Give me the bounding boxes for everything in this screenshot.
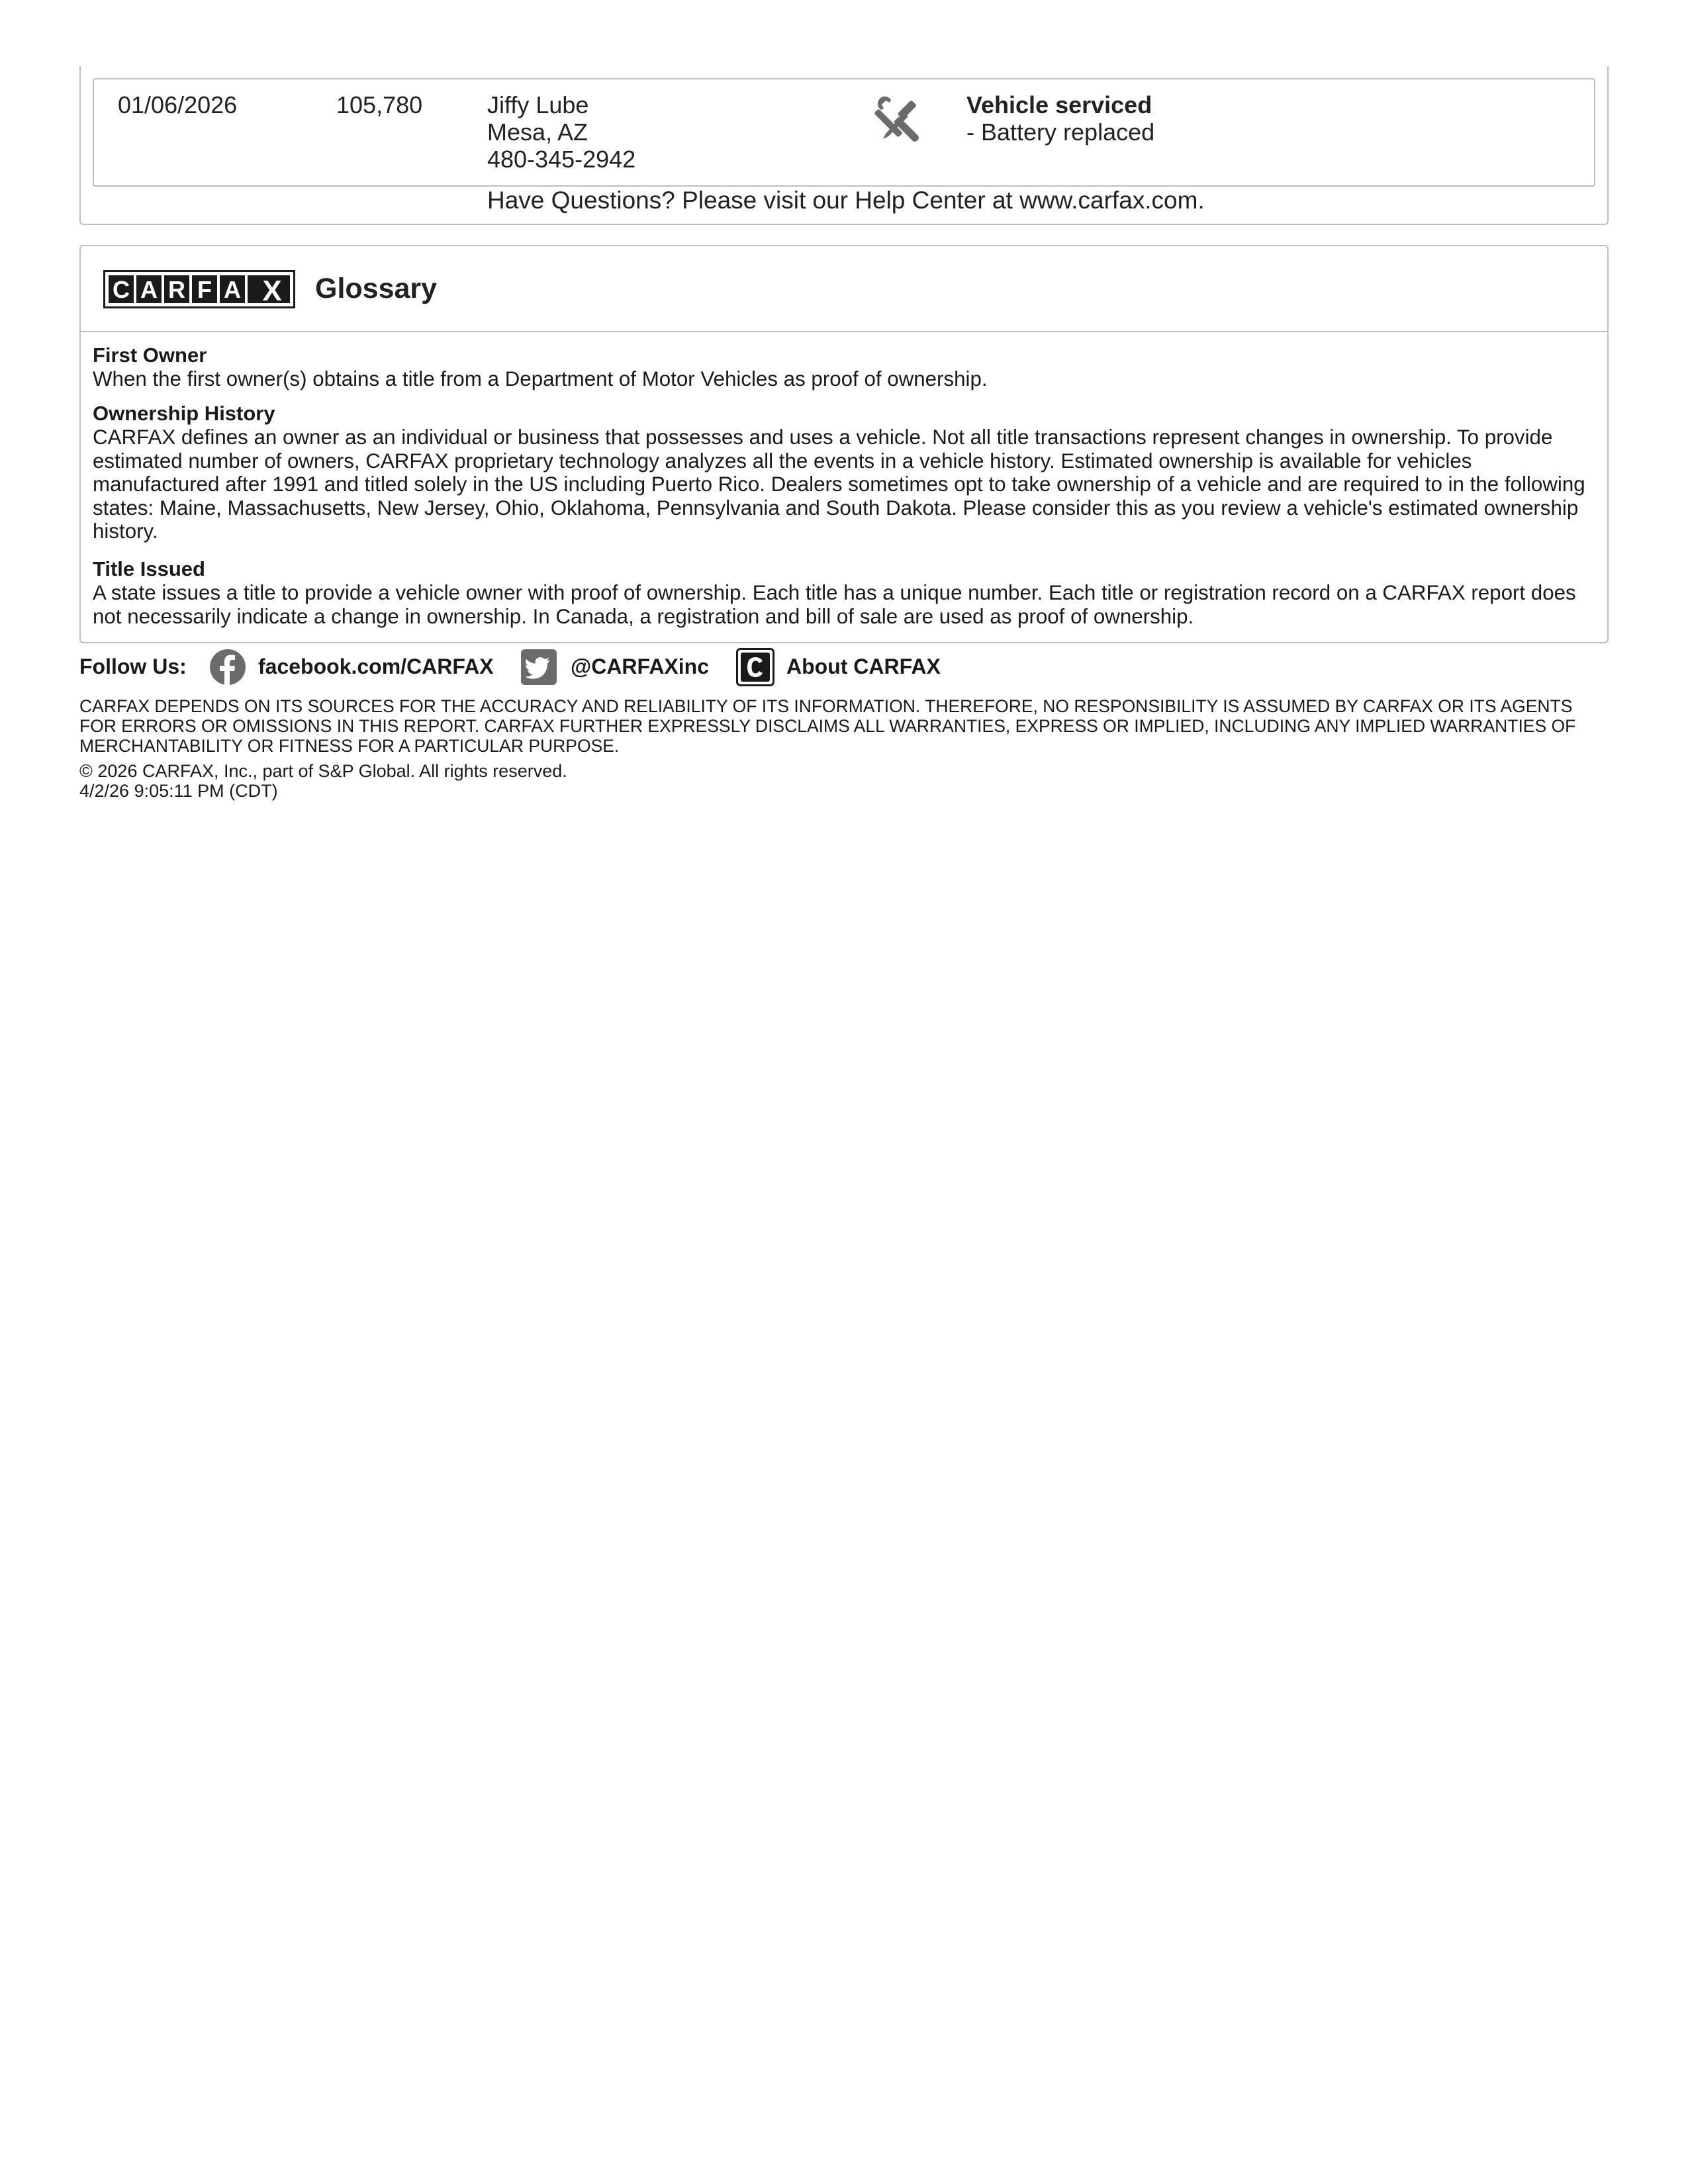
glossary-definition: A state issues a title to provide a vehicle owner with proof of ownership. Each title has a unique number. Each title or registration record on a CARFAX report does not necessarily indicate a change in ownership. In Canada, a registration and bill of sale are used as proof of ownership. (93, 581, 1576, 628)
event-detail: - Battery replaced (966, 118, 1155, 146)
glossary-title: Glossary (315, 273, 438, 304)
glossary-term: Ownership History (93, 402, 275, 425)
follow-us-label: Follow Us: (79, 655, 187, 678)
carfax-c-icon[interactable] (736, 648, 774, 686)
glossary-definition: CARFAX defines an owner as an individual or business that possesses and uses a vehicle. Not all title transactions represent changes in ownership. To provide estimated number of owners, CARFAX proprietary technology analyzes all the events in a vehicle history. Estimated ownership is available for vehicles manufactured after 1991 and titled solely in the US including Puerto Rico. Dealers sometimes opt to take ownership of a vehicle and are required to in the following states: Maine, Massachusetts, New Jersey, Ohio, Oklahoma, Pennsylvania and South Dakota. Please consider this as you review a vehicle's estimated ownership history. (93, 426, 1585, 543)
legal-disclaimer: CARFAX DEPENDS ON ITS SOURCES FOR THE ACCURACY AND RELIABILITY OF ITS INFORMATION. THEREFORE, NO RESPONSIBILITY IS ASSUMED BY CARFAX OR ITS AGENTS FOR ERRORS OR OMISSIONS IN THIS REPORT. CARFAX FURTHER EXPRESSLY DISCLAIMS ALL WARRANTIES, EXPRESS OR IMPLIED, INCLUDING ANY IMPLIED WARRANTIES OF MERCHANTABILITY OR FITNESS FOR A PARTICULAR PURPOSE. (79, 696, 1576, 756)
source-location: Mesa, AZ (487, 118, 588, 146)
twitter-icon[interactable] (520, 649, 557, 686)
report-timestamp: 4/2/26 9:05:11 PM (CDT) (79, 781, 278, 801)
logo-letter: X (262, 275, 282, 307)
source-name: Jiffy Lube (487, 91, 589, 118)
record-date: 01/06/2026 (118, 91, 238, 118)
logo-letter: F (197, 276, 212, 303)
record-odometer: 105,780 (336, 91, 423, 118)
twitter-link[interactable]: @CARFAXinc (571, 655, 709, 678)
glossary-term: First Owner (93, 343, 207, 367)
about-carfax-link[interactable]: About CARFAX (786, 655, 941, 678)
facebook-icon[interactable] (209, 649, 246, 686)
logo-letter: R (168, 276, 185, 303)
service-record-row (93, 78, 1595, 187)
logo-letter: C (113, 276, 130, 303)
facebook-link[interactable]: facebook.com/CARFAX (258, 655, 494, 678)
record-source (487, 91, 635, 173)
glossary-definition: When the first owner(s) obtains a title from a Department of Motor Vehicles as proof of ownership. (93, 367, 988, 390)
carfax-logo (103, 270, 295, 308)
logo-letter: A (140, 276, 158, 303)
event-title: Vehicle serviced (966, 91, 1152, 118)
help-center-text: Have Questions? Please visit our Help Center at www.carfax.com. (487, 187, 1205, 214)
wrench-screwdriver-icon (874, 93, 924, 143)
logo-letter: A (224, 276, 241, 303)
copyright-text: © 2026 CARFAX, Inc., part of S&P Global. All rights reserved. (79, 761, 567, 781)
glossary-term: Title Issued (93, 557, 205, 580)
source-phone: 480-345-2942 (487, 146, 636, 173)
glossary-divider (79, 331, 1609, 332)
